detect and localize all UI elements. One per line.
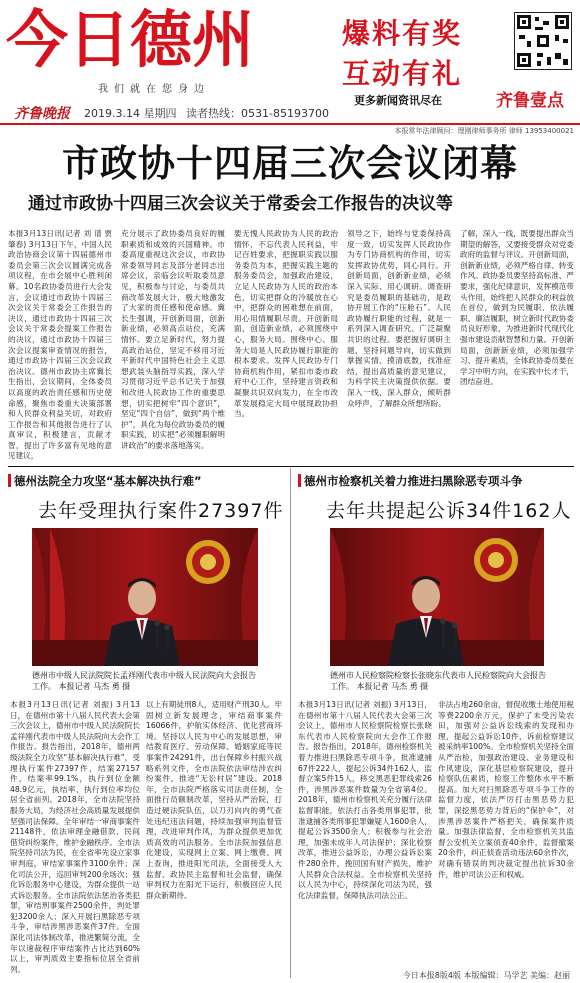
article-column: 充分展示了政协委员良好的履职素质和成效的兴国精神。市委高度重视这次会议，市政协常委领导同志及部分老同志出席会议，亲临会议听取委员意见，积极参与讨论，与委员共商改革发展大计，极大地激发了大家的责任感和使命感。冀长生强调，开创新局面，创新新业绩，必须高点站位，充满情怀。要立足新时代，努力提高政治站位，坚定不移用习近平新时代中国特色社会主义思想武装头脑指导实践，深入学习贯彻习近平总书记关于加强和改进人民政协工作的重要思想，切实把树牢“四个意识”，坚定“四个自信”，做到“两个维护”，具化为每位政协委员的履职实践，切实把“必须履职解明讲政治”的要求落地落实。	[121, 229, 225, 450]
section-divider	[8, 466, 574, 467]
left-kicker: 德州法院全力攻坚“基本解决执行难”	[14, 474, 202, 488]
main-subheadline: 通过市政协十四届三次会议关于常委会工作报告的决议等	[28, 194, 453, 214]
left-photo-caption: 德州市中级人民法院院长孟祥刚代表市中级人民法院向大会报告工作。 本报记者 马杰 勇 摄	[32, 671, 256, 691]
column-divider	[290, 468, 291, 978]
kicker-marker	[8, 474, 11, 487]
left-article-body-cont: 以上有期徒刑8人，适用财产刑30人。牢固树立新发展理念，审结商事案件16066件，护航实体经济、优化营商环境。坚持以人民为中心的发展思想，审结教育医疗、劳动保障、婚姻家庭等民事案件24291件，出台保障乡村振兴战略系列文件，全市法院依法审结涉农纠纷案件，推进“无讼村居”建设。2018年，全市法院严格落实司法责任制，全面推行员额制改革，坚持从严治院，打造过硬法院队伍，以刀刃向内的勇气查处违纪违法问题，持续加强审判监督管理，改进审判作风，为群众提供更加优质高效的司法服务。全市法院加强信息化建设，实现网上立案、网上缴费、网上查询，推进阳光司法，全面接受人大监督、政协民主监督和社会监督，确保审判权力在阳光下运行，积极回应人民群众新期待。	[146, 700, 282, 900]
ad-line-1: 爆料有奖	[342, 17, 463, 50]
left-article-body: 本报3月13日讯(记者 刘振) 3月13日，在德州市第十八届人民代表大会第三次会议上，德州市中级人民法院院长孟祥刚代表市中级人民法院向大会作工作报告。报告指出，2018年，德州两级法院全力攻坚“基本解决执行难”，受理执行案件27397件，结案27157件，结案率99.1%，执行到位金额48.9亿元，执结率、执行到位率均位居全省前列。2018年，全市法院坚持服务大局，为经济社会高质量发展提供坚强司法保障。全年审结一审商事案件21148件，依法审理金融借款、民间借贷纠纷案件，维护金融秩序。全市法院坚持司法为民，在全省率先设立家事审判庭，审结家事案件3100余件；深化司法公开，巡回审判200余场次；强化诉讼服务中心建设，为群众提供一站式诉讼服务。全市法院依法惩治各类犯罪，审结刑事案件2500余件，判处罪犯3200余人；深入开展扫黑除恶专项斗争，审结涉黑涉恶案件37件。全面深化司法体制改革，推进繁简分流，全年以速裁程序审结案件占比达到60%以上，审判质效主要指标位居全省前列。	[10, 700, 140, 974]
newspaper-logo: 齐鲁晚报	[14, 106, 70, 122]
article-column: 了解，深入一线，既要提出群众当期望的解答，又要接受群众对党委政府的监督与评议。开创新局面，创新新业绩，必须严格自律、转变作风。政协委员要坚持高标准、严要求，强化纪律意识，发挥模范带头作用，始终把人民群众的利益放在首位，做到为民履职、依法履职、廉洁履职，树立新时代政协委员良好形象，为推进新时代现代化强市建设贡献智慧和力量。开创新局面，创新新业绩，必须加强学习、提升素质，全体政协委员要在学习中明方向，在实践中长才干，团结奋进。	[460, 229, 574, 387]
article-column: 本报3月13日讯(记者 刘 谱 贾肇春) 3月13日下午，中国人民政治协商会议第十四届德州市委员会第三次会议圆满完成各项议程，在市会展中心胜利闭幕。10名政协委员进行大会发言，会议通过市政协十四届三次会议关于常委会工作报告的决议，通过市政协十四届三次会议关于常委会提案工作报告的决议，通过市政协十四届三次会议提案审查情况的报告，通过市政协十四届三次会议政治决议。德州市政协主席冀长生指出，会议期间，全体委员以高度的政治责任感和历史使命感，聚焦市委重大决策部署和人民群众利益关切，对政府工作报告和其他报告进行了认真审议，积极建言，贡献才智，提出了许多富有见地的意见建议，	[8, 229, 112, 461]
main-headline: 市政协十四届三次会议闭幕	[62, 142, 518, 185]
court-president-photo	[32, 528, 258, 666]
masthead-title: 今日德州	[6, 3, 255, 76]
issue-date: 2019.3.14 星期四	[84, 107, 177, 120]
issue-info-bar	[0, 101, 580, 123]
legal-notice-bar	[0, 123, 580, 140]
masthead-slogan: 我们就在您身边	[98, 84, 210, 95]
article-column: 要无愧人民政协为人民的政治情怀，不忘代表人民利益，牢记百姓要求，把握职实践以服务委员为本，把握实践主题的服务委员会，加强政治建设，立足人民政协为人民的政治本色，切实把群众的冷暖放在心中，把群众的困难想在前面，用心用情履职尽责。开创新局面，创造新业绩，必须围绕中心，服务大局。围绕中心、服务大局是人民政协履行职能的根本要求。发挥人民政协专门协商机构作用，紧扣市委市政府中心工作，坚持建言资政和凝聚共识双向发力，在全市改革发展稳定大局中展现政协担当。	[234, 229, 338, 419]
legal-notice-text: 本报常年法律顾问：理刚律师事务所 律师 13953400021	[394, 127, 574, 135]
ad-tagline: 更多新闻资讯尽在	[354, 94, 442, 107]
qr-code-icon[interactable]	[514, 12, 572, 70]
reader-hotline: 读者热线：0531-85193700	[186, 107, 329, 120]
procuratorate-chief-photo	[330, 528, 544, 666]
ad-line-2: 互动有礼	[342, 57, 463, 90]
right-photo-caption: 德州市人民检察院检察长张晓东代表市人民检察院向大会报告工作。 本报记者 马杰 勇 摄	[330, 671, 546, 691]
article-column: 领导之下，始终与党委保持高度一致，切实发挥人民政协作为专门协商机构的作用，切实发挥政协优势，同心同行。开创新局面，创新新业绩，必须深入实际、用心调研。调查研究是委员履职的基础功，是政协开展工作的“压舱石”。人民政协履行职能的过程，就是一系列深入调查研究、广泛凝聚共识的过程。要把握好调研主题，坚持问题导向，切实做到掌握实情、摸清底数，找准症结，提出高质量的意见建议，为科学民主决策提供依据。要深入一线，深入群众，倾听群众呼声，了解群众所想所盼。	[347, 229, 451, 408]
top-article	[8, 229, 574, 461]
right-section-title: 去年共提起公诉34件162人	[326, 500, 572, 522]
right-article-body-cont: 非法占地260余亩，督促收缴土地使用税等费2200余万元，保护了未受污染农田，加强对公益诉讼线索的发现和办理，提起公益诉讼10件，诉前检察建议被采纳率100%。全市检察机关坚持全面从严治检，加强政治建设、业务建设和作风建设，深化基层检察院建设，提升检察队伍素质，检察工作整体水平不断提高。加大对扫黑除恶专项斗争工作的监督力度，依法严厉打击黑恶势力犯罪，深挖黑恶势力背后的“保护伞”，对涉黑涉恶案件严格把关，确保案件质量。加强法律监督，全市检察机关共监督公安机关立案侦查40余件，监督撤案20余件，纠正侦查活动违法60余件次，对确有错误的判决裁定提出抗诉30余件，维护司法公正和权威。	[438, 700, 574, 879]
ad-banner[interactable]	[342, 4, 574, 111]
left-section-title: 去年受理执行案件27397件	[38, 500, 284, 522]
editor-credits: 今日本报8版4版 本版编辑：马学艺 美编：赵丽	[402, 971, 570, 980]
kicker-marker	[298, 474, 301, 487]
page-footer	[0, 965, 580, 983]
ad-brand-logo: 齐鲁壹点	[496, 91, 564, 111]
right-article-body: 本报3月13日讯(记者 刘振) 3月13日，在德州市第十八届人民代表大会第三次会议上，德州市人民检察院检察长张晓东代表市人民检察院向大会作工作报告。报告指出，2018年，德州检察机关着力推进扫黑除恶专项斗争，批准逮捕67件222人，提起公诉34件162人，监督立案5件15人，移交黑恶犯罪线索26件，涉黑涉恶案件数量为全省第4位。2018年，德州市检察机关充分履行法律监督职能，依法打击各类刑事犯罪，批准逮捕各类刑事犯罪嫌疑人1600余人，提起公诉3500余人；积极参与社会治理，加强未成年人司法保护；深化检察改革，推进公益诉讼，办理公益诉讼案件280余件，挽回国有财产损失，维护人民群众合法权益。全市检察机关坚持以人民为中心，持续深化司法为民，强化法律监督，保障执法司法公正。	[298, 700, 432, 900]
right-kicker: 德州市检察机关着力推进扫黑除恶专项斗争	[304, 474, 523, 488]
